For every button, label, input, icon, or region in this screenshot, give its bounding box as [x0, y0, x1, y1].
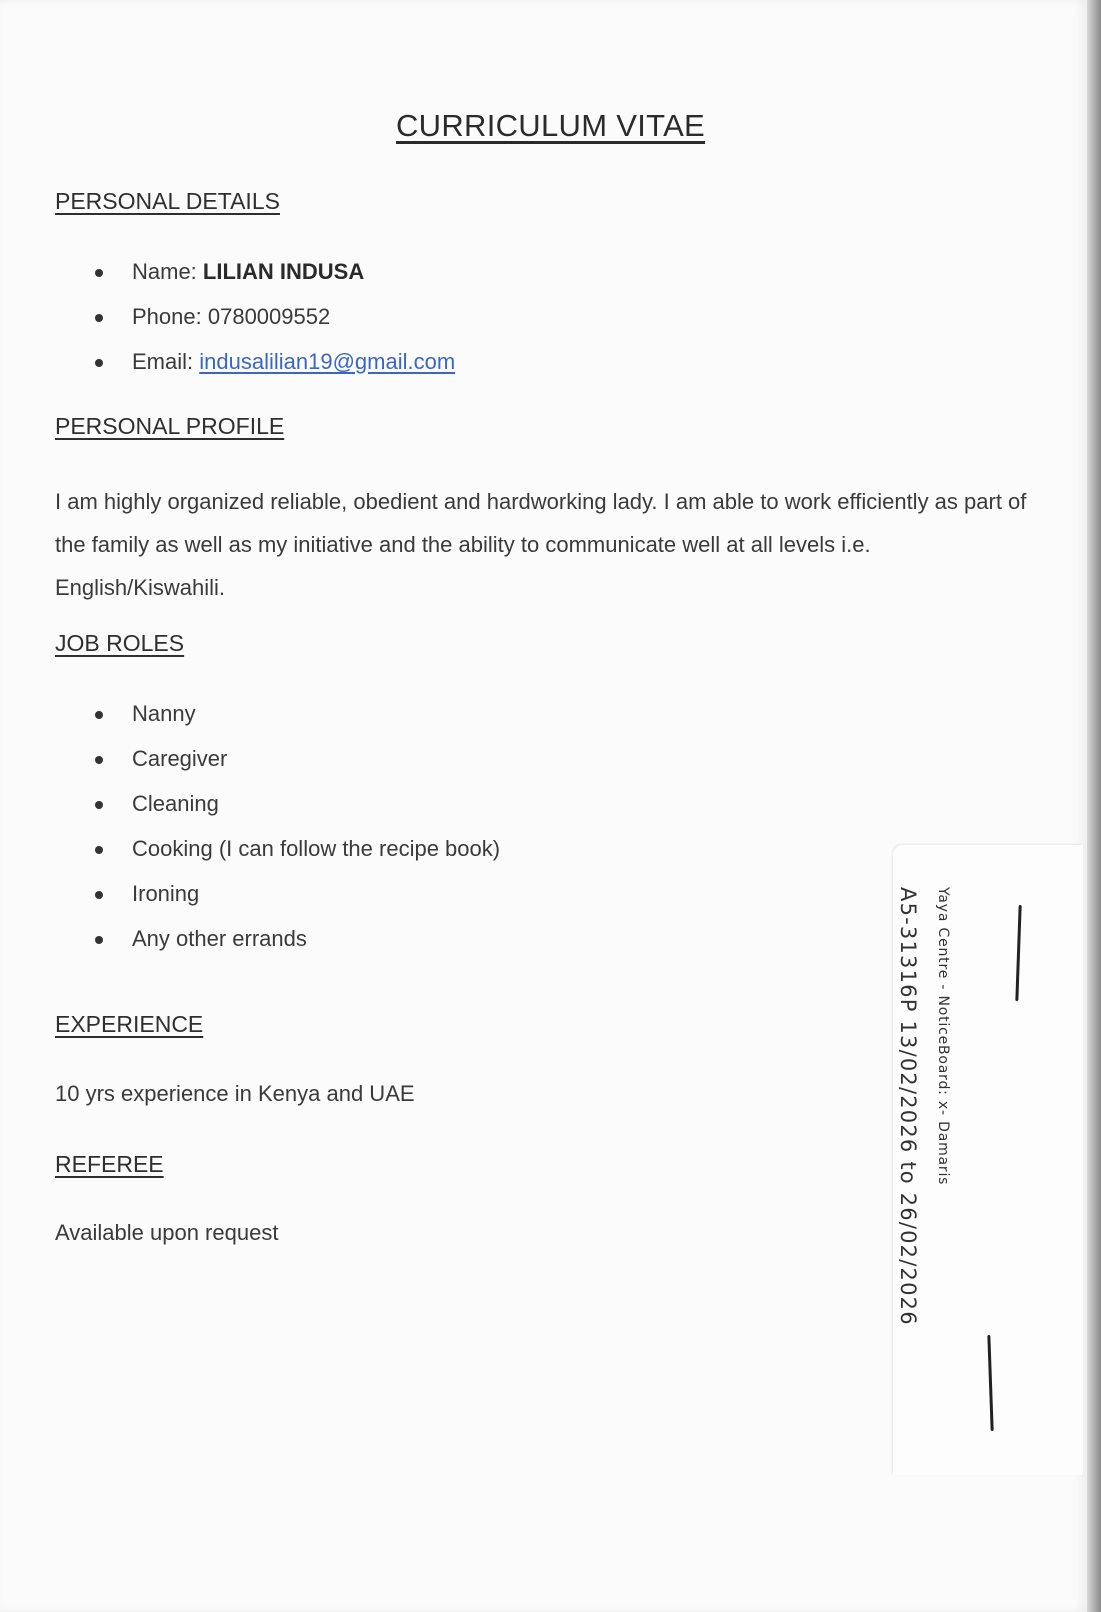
list-item: Ironing	[92, 880, 500, 925]
list-item: Nanny	[92, 700, 500, 745]
page-edge	[1087, 0, 1101, 1612]
personal-profile-text: I am highly organized reliable, obedient and hardworking lady. I am able to work efficiently as part of the family as well as my initiative and the ability to communicate well at all levels i.e. English/Kiswahili.	[55, 489, 1027, 600]
experience-text: 10 yrs experience in Kenya and UAE	[55, 1081, 415, 1106]
list-item-phone: Phone: 0780009552	[92, 303, 455, 348]
list-item: Caregiver	[92, 745, 500, 790]
label-text	[891, 887, 953, 1326]
label-line-2: A5-31316P 13/02/2026 to 26/02/2026	[896, 887, 920, 1326]
personal-details-heading: PERSONAL DETAILS	[55, 188, 280, 214]
staple-top	[1015, 905, 1021, 1001]
referee-text: Available upon request	[55, 1220, 279, 1245]
personal-details-list	[92, 258, 455, 393]
email-link[interactable]: indusalilian19@gmail.com	[199, 349, 456, 374]
personal-profile-heading: PERSONAL PROFILE	[55, 413, 285, 439]
list-item-name: Name: LILIAN INDUSA	[92, 258, 455, 303]
phone-value: 0780009552	[207, 304, 331, 329]
job-roles-list	[92, 700, 500, 970]
noticeboard-label	[893, 845, 1083, 1475]
list-item: Cooking (I can follow the recipe book)	[92, 835, 500, 880]
page-title: CURRICULUM VITAE	[395, 108, 706, 143]
list-item-email: Email: indusalilian19@gmail.com	[92, 348, 455, 393]
staple-bottom	[987, 1335, 993, 1431]
label-line-1: Yaya Centre - NoticeBoard: x- Damaris	[935, 887, 951, 1186]
referee-heading: REFEREE	[55, 1151, 164, 1177]
list-item: Cleaning	[92, 790, 500, 835]
experience-heading: EXPERIENCE	[55, 1011, 204, 1037]
job-roles-heading: JOB ROLES	[55, 630, 185, 656]
name-value: LILIAN INDUSA	[202, 259, 365, 284]
list-item: Any other errands	[92, 925, 500, 970]
